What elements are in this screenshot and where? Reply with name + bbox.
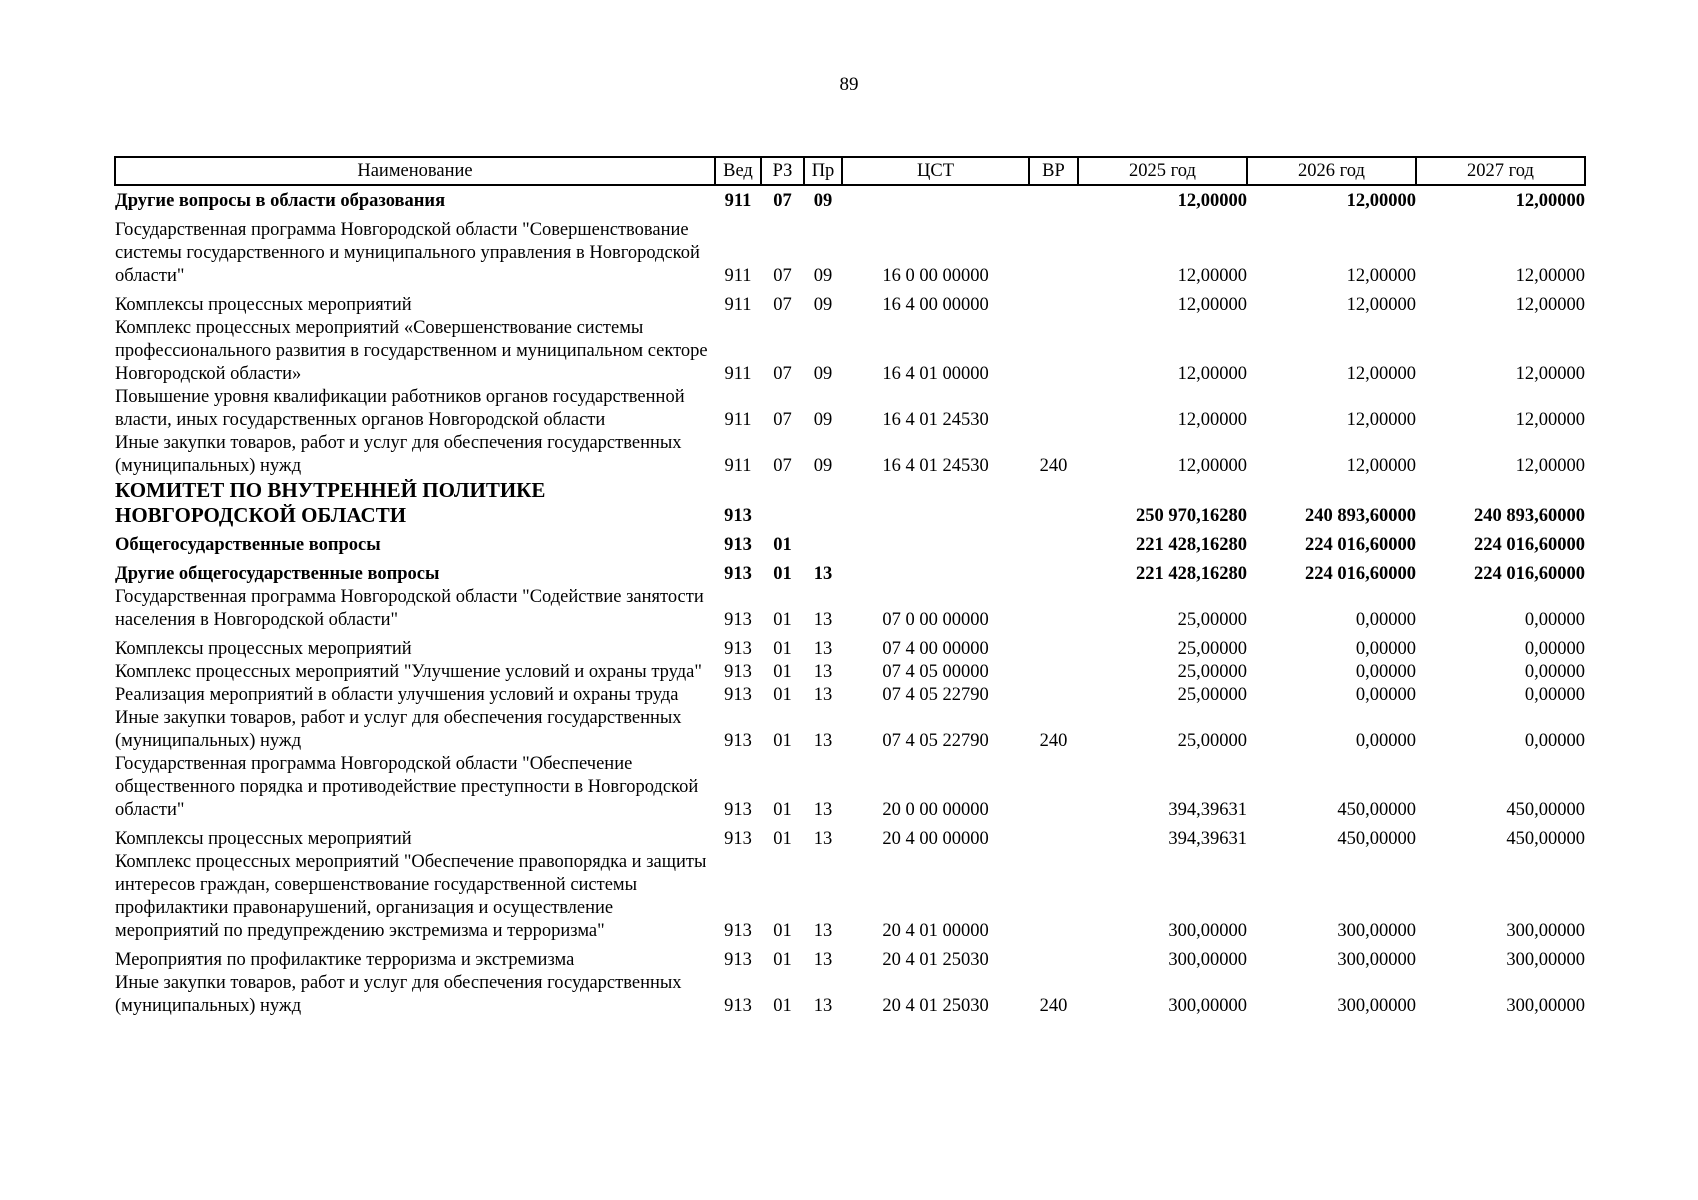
row-name: Комплексы процессных мероприятий bbox=[115, 829, 412, 849]
row-vr bbox=[1029, 478, 1078, 534]
row-rz: 07 bbox=[773, 266, 792, 286]
row-name: Комплекс процессных мероприятий «Совершенствование системы профессионального развития в государственном и муниципальном секторе Новгородской области» bbox=[115, 318, 708, 384]
row-cst: 07 4 05 22790 bbox=[882, 685, 989, 705]
row-vr bbox=[1029, 949, 1078, 972]
table-row bbox=[115, 949, 1585, 972]
row-2027: 12,00000 bbox=[1515, 456, 1585, 476]
row-vr: 240 bbox=[1039, 731, 1068, 751]
row-pr: 13 bbox=[813, 731, 833, 751]
row-rz bbox=[761, 478, 804, 534]
row-2025: 250 970,16280 bbox=[1136, 506, 1247, 526]
row-vr bbox=[1029, 386, 1078, 432]
row-2027: 300,00000 bbox=[1506, 950, 1585, 970]
row-name: Иные закупки товаров, работ и услуг для обеспечения государственных (муниципальных) нужд bbox=[115, 708, 682, 751]
row-ved: 913 bbox=[724, 639, 752, 659]
row-2027: 12,00000 bbox=[1515, 191, 1585, 211]
row-2026: 12,00000 bbox=[1346, 364, 1416, 384]
row-pr: 13 bbox=[813, 662, 833, 682]
row-2026: 0,00000 bbox=[1355, 610, 1416, 630]
row-ved: 911 bbox=[724, 364, 752, 384]
row-rz: 01 bbox=[773, 800, 792, 820]
table-header-row bbox=[115, 157, 1585, 185]
row-rz: 01 bbox=[773, 564, 792, 584]
row-2027: 240 893,60000 bbox=[1474, 506, 1585, 526]
row-2026: 224 016,60000 bbox=[1305, 535, 1416, 555]
row-pr: 09 bbox=[813, 364, 833, 384]
row-name: Иные закупки товаров, работ и услуг для обеспечения государственных (муниципальных) нужд bbox=[115, 433, 682, 476]
row-2027: 0,00000 bbox=[1524, 610, 1585, 630]
row-2027: 0,00000 bbox=[1524, 662, 1585, 682]
row-rz: 01 bbox=[773, 535, 792, 555]
table-row bbox=[115, 828, 1585, 851]
row-2025: 12,00000 bbox=[1177, 364, 1247, 384]
row-pr: 13 bbox=[813, 996, 833, 1016]
row-2027: 300,00000 bbox=[1506, 996, 1585, 1016]
row-2025: 25,00000 bbox=[1177, 731, 1247, 751]
row-vr bbox=[1029, 185, 1078, 219]
row-pr: 09 bbox=[813, 295, 833, 315]
row-vr: 240 bbox=[1039, 456, 1068, 476]
header-name: Наименование bbox=[115, 157, 715, 185]
row-rz: 07 bbox=[773, 456, 792, 476]
row-ved: 911 bbox=[724, 191, 752, 211]
header-vr: ВР bbox=[1029, 157, 1078, 185]
budget-table bbox=[114, 156, 1586, 1018]
row-rz: 01 bbox=[773, 662, 792, 682]
header-2026: 2026 год bbox=[1247, 157, 1416, 185]
row-cst: 07 4 05 22790 bbox=[882, 731, 989, 751]
table-row bbox=[115, 534, 1585, 563]
row-2026: 224 016,60000 bbox=[1305, 564, 1416, 584]
row-2025: 25,00000 bbox=[1177, 610, 1247, 630]
row-2025: 25,00000 bbox=[1177, 685, 1247, 705]
row-2026: 12,00000 bbox=[1346, 191, 1416, 211]
header-cst: ЦСТ bbox=[842, 157, 1029, 185]
row-rz: 01 bbox=[773, 829, 792, 849]
row-cst: 20 4 01 25030 bbox=[882, 950, 989, 970]
table-row bbox=[115, 661, 1585, 684]
row-2025: 300,00000 bbox=[1168, 950, 1247, 970]
row-2027: 12,00000 bbox=[1515, 295, 1585, 315]
row-pr: 13 bbox=[813, 639, 833, 659]
row-2025: 12,00000 bbox=[1177, 191, 1247, 211]
row-name: КОМИТЕТ ПО ВНУТРЕННЕЙ ПОЛИТИКЕ НОВГОРОДСКОЙ ОБЛАСТИ bbox=[115, 478, 546, 527]
row-2025: 12,00000 bbox=[1177, 295, 1247, 315]
row-vr bbox=[1029, 317, 1078, 386]
row-name: Государственная программа Новгородской области "Содействие занятости населения в Новгородской области" bbox=[115, 587, 704, 630]
row-vr bbox=[1029, 661, 1078, 684]
row-2025: 300,00000 bbox=[1168, 921, 1247, 941]
row-vr bbox=[1029, 294, 1078, 317]
row-ved: 913 bbox=[724, 610, 752, 630]
header-rz: РЗ bbox=[761, 157, 804, 185]
row-pr: 13 bbox=[813, 610, 833, 630]
row-name: Другие общегосударственные вопросы bbox=[115, 564, 440, 584]
table-row bbox=[115, 753, 1585, 828]
row-2027: 224 016,60000 bbox=[1474, 535, 1585, 555]
row-pr: 09 bbox=[813, 191, 833, 211]
row-2025: 12,00000 bbox=[1177, 266, 1247, 286]
row-name: Реализация мероприятий в области улучшения условий и охраны труда bbox=[115, 685, 679, 705]
table-row bbox=[115, 684, 1585, 707]
row-pr: 13 bbox=[813, 829, 833, 849]
row-2025: 300,00000 bbox=[1168, 996, 1247, 1016]
row-rz: 07 bbox=[773, 191, 792, 211]
row-name: Мероприятия по профилактике терроризма и экстремизма bbox=[115, 950, 575, 970]
table-row bbox=[115, 707, 1585, 753]
row-rz: 01 bbox=[773, 731, 792, 751]
row-2027: 0,00000 bbox=[1524, 639, 1585, 659]
row-ved: 913 bbox=[724, 829, 752, 849]
row-pr: 13 bbox=[813, 921, 833, 941]
row-cst: 16 4 01 24530 bbox=[882, 410, 989, 430]
row-cst bbox=[842, 534, 1029, 563]
row-2027: 0,00000 bbox=[1524, 685, 1585, 705]
row-name: Другие вопросы в области образования bbox=[115, 191, 446, 211]
row-pr: 09 bbox=[813, 410, 833, 430]
row-name: Повышение уровня квалификации работников органов государственной власти, иных государственных органов Новгородской области bbox=[115, 387, 685, 430]
row-ved: 911 bbox=[724, 266, 752, 286]
table-row bbox=[115, 219, 1585, 294]
table-row bbox=[115, 478, 1585, 534]
row-cst: 16 4 00 00000 bbox=[882, 295, 989, 315]
row-2027: 450,00000 bbox=[1506, 800, 1585, 820]
row-ved: 913 bbox=[724, 921, 752, 941]
header-2027: 2027 год bbox=[1416, 157, 1585, 185]
table-row bbox=[115, 185, 1585, 219]
row-2027: 224 016,60000 bbox=[1474, 564, 1585, 584]
row-2025: 221 428,16280 bbox=[1136, 535, 1247, 555]
row-vr: 240 bbox=[1039, 996, 1068, 1016]
row-ved: 913 bbox=[724, 996, 752, 1016]
row-name: Иные закупки товаров, работ и услуг для обеспечения государственных (муниципальных) нужд bbox=[115, 973, 682, 1016]
row-cst: 20 0 00 00000 bbox=[882, 800, 989, 820]
row-cst bbox=[842, 478, 1029, 534]
row-rz: 01 bbox=[773, 921, 792, 941]
row-ved: 913 bbox=[724, 564, 752, 584]
row-cst: 20 4 01 00000 bbox=[882, 921, 989, 941]
row-2025: 12,00000 bbox=[1177, 410, 1247, 430]
row-pr: 09 bbox=[813, 266, 833, 286]
row-2025: 221 428,16280 bbox=[1136, 564, 1247, 584]
row-rz: 01 bbox=[773, 950, 792, 970]
row-2027: 450,00000 bbox=[1506, 829, 1585, 849]
row-vr bbox=[1029, 851, 1078, 949]
page-number: 89 bbox=[839, 74, 859, 95]
row-pr bbox=[804, 534, 842, 563]
row-2026: 450,00000 bbox=[1337, 829, 1416, 849]
row-ved: 911 bbox=[724, 410, 752, 430]
table-row bbox=[115, 972, 1585, 1018]
row-2025: 25,00000 bbox=[1177, 639, 1247, 659]
row-name: Комплекс процессных мероприятий "Улучшение условий и охраны труда" bbox=[115, 662, 702, 682]
row-ved: 913 bbox=[724, 535, 752, 555]
row-cst: 07 4 00 00000 bbox=[882, 639, 989, 659]
row-2025: 12,00000 bbox=[1177, 456, 1247, 476]
header-ved: Вед bbox=[715, 157, 761, 185]
row-cst: 16 0 00 00000 bbox=[882, 266, 989, 286]
table-row bbox=[115, 563, 1585, 586]
row-2026: 0,00000 bbox=[1355, 731, 1416, 751]
row-rz: 01 bbox=[773, 685, 792, 705]
row-ved: 911 bbox=[724, 295, 752, 315]
row-pr: 13 bbox=[813, 950, 833, 970]
row-cst: 20 4 00 00000 bbox=[882, 829, 989, 849]
row-ved: 913 bbox=[724, 685, 752, 705]
table-row bbox=[115, 586, 1585, 638]
row-2026: 0,00000 bbox=[1355, 662, 1416, 682]
row-rz: 07 bbox=[773, 410, 792, 430]
row-ved: 911 bbox=[724, 456, 752, 476]
row-name: Общегосударственные вопросы bbox=[115, 535, 381, 555]
row-name: Комплексы процессных мероприятий bbox=[115, 639, 412, 659]
row-2026: 12,00000 bbox=[1346, 266, 1416, 286]
row-2025: 25,00000 bbox=[1177, 662, 1247, 682]
row-pr: 13 bbox=[813, 685, 833, 705]
row-ved: 913 bbox=[724, 662, 752, 682]
row-2025: 394,39631 bbox=[1168, 829, 1247, 849]
row-name: Комплекс процессных мероприятий "Обеспечение правопорядка и защиты интересов граждан, совершенствование государственной системы профилактики правонарушений, организация и осуществление мероприятий по предупреждению экстремизма и терроризма" bbox=[115, 852, 707, 941]
row-pr bbox=[804, 478, 842, 534]
row-ved: 913 bbox=[724, 800, 752, 820]
row-vr bbox=[1029, 586, 1078, 638]
table-row bbox=[115, 386, 1585, 432]
header-pr: Пр bbox=[804, 157, 842, 185]
row-ved: 913 bbox=[724, 731, 752, 751]
row-vr bbox=[1029, 534, 1078, 563]
row-pr: 09 bbox=[813, 456, 833, 476]
row-2026: 12,00000 bbox=[1346, 410, 1416, 430]
row-rz: 01 bbox=[773, 639, 792, 659]
row-cst bbox=[842, 563, 1029, 586]
table-row bbox=[115, 317, 1585, 386]
row-2026: 300,00000 bbox=[1337, 921, 1416, 941]
row-vr bbox=[1029, 563, 1078, 586]
row-pr: 13 bbox=[813, 800, 833, 820]
row-2026: 300,00000 bbox=[1337, 950, 1416, 970]
row-ved: 913 bbox=[724, 950, 752, 970]
row-rz: 07 bbox=[773, 364, 792, 384]
row-pr: 13 bbox=[813, 564, 833, 584]
row-cst: 16 4 01 24530 bbox=[882, 456, 989, 476]
row-cst: 07 0 00 00000 bbox=[882, 610, 989, 630]
row-rz: 01 bbox=[773, 610, 792, 630]
table-row bbox=[115, 638, 1585, 661]
row-name: Государственная программа Новгородской области "Обеспечение общественного порядка и противодействие преступности в Новгородской области" bbox=[115, 754, 699, 820]
row-2026: 240 893,60000 bbox=[1305, 506, 1416, 526]
row-vr bbox=[1029, 753, 1078, 828]
row-2027: 0,00000 bbox=[1524, 731, 1585, 751]
row-vr bbox=[1029, 828, 1078, 851]
row-2026: 12,00000 bbox=[1346, 456, 1416, 476]
row-cst bbox=[842, 185, 1029, 219]
header-2025: 2025 год bbox=[1078, 157, 1247, 185]
row-cst: 20 4 01 25030 bbox=[882, 996, 989, 1016]
row-2025: 394,39631 bbox=[1168, 800, 1247, 820]
row-2027: 12,00000 bbox=[1515, 364, 1585, 384]
row-vr bbox=[1029, 684, 1078, 707]
table-row bbox=[115, 432, 1585, 478]
row-vr bbox=[1029, 219, 1078, 294]
row-name: Государственная программа Новгородской области "Совершенствование системы государственного и муниципального управления в Новгородской области" bbox=[115, 220, 700, 286]
row-2026: 0,00000 bbox=[1355, 639, 1416, 659]
row-cst: 07 4 05 00000 bbox=[882, 662, 989, 682]
row-2026: 450,00000 bbox=[1337, 800, 1416, 820]
table-row bbox=[115, 294, 1585, 317]
row-rz: 07 bbox=[773, 295, 792, 315]
row-2027: 12,00000 bbox=[1515, 266, 1585, 286]
row-2026: 12,00000 bbox=[1346, 295, 1416, 315]
row-2027: 12,00000 bbox=[1515, 410, 1585, 430]
table-row bbox=[115, 851, 1585, 949]
row-2026: 0,00000 bbox=[1355, 685, 1416, 705]
row-rz: 01 bbox=[773, 996, 792, 1016]
row-2027: 300,00000 bbox=[1506, 921, 1585, 941]
row-cst: 16 4 01 00000 bbox=[882, 364, 989, 384]
row-ved: 913 bbox=[724, 506, 752, 526]
row-2026: 300,00000 bbox=[1337, 996, 1416, 1016]
row-vr bbox=[1029, 638, 1078, 661]
row-name: Комплексы процессных мероприятий bbox=[115, 295, 412, 315]
